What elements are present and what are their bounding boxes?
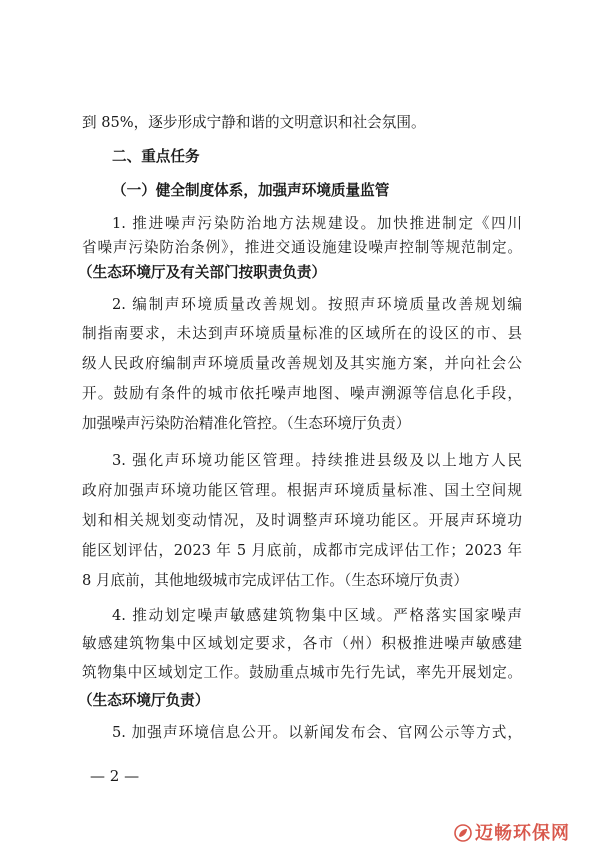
watermark-text: 迈畅环保网 [475, 823, 570, 844]
text-line: 敏感建筑物集中区域划定要求，各市（州）积极推进噪声敏感建 [82, 635, 522, 652]
text-line: 4. 推动划定噪声敏感建筑物集中区域。严格落实国家噪声 [112, 607, 522, 624]
page-number: — 2 — [90, 767, 140, 785]
subsection-heading: （一）健全制度体系，加强声环境质量监管 [112, 182, 390, 199]
text-line: 8 月底前，其他地级城市完成评估工作。（生态环境厅负责） [82, 572, 469, 589]
text-line: 开。鼓励有条件的城市依托噪声地图、噪声溯源等信息化手段， [82, 385, 522, 402]
text-line: 1. 推进噪声污染防治地方法规建设。加快推进制定《四川 [112, 215, 522, 232]
text-line: 省噪声污染防治条例》，推进交通设施建设噪声控制等规范制定。 [82, 239, 522, 256]
text-line: 加强噪声污染防治精准化管控。（生态环境厅负责） [82, 415, 411, 432]
text-line: 划和相关规划变动情况，及时调整声环境功能区。开展声环境功 [82, 512, 522, 529]
text-line: 到 85%，逐步形成宁静和谐的文明意识和社会氛围。 [82, 114, 426, 131]
text-line: 筑物集中区域划定工作。鼓励重点城市先行先试，率先开展划定。 [82, 664, 522, 681]
responsibility-note: （生态环境厅及有关部门按职责负责） [78, 264, 327, 281]
text-line: 5. 加强声环境信息公开。以新闻发布会、官网公示等方式， [112, 724, 522, 741]
text-line: 能区划评估，2023 年 5 月底前，成都市完成评估工作；2023 年 [82, 542, 522, 559]
text-line: 2. 编制声环境质量改善规划。按照声环境质量改善规划编 [112, 296, 522, 313]
site-watermark [454, 822, 570, 846]
leaf-logo-icon [454, 824, 472, 842]
text-line: 3. 强化声环境功能区管理。持续推进县级及以上地方人民 [112, 452, 522, 469]
responsibility-note: （生态环境厅负责） [78, 692, 210, 709]
section-heading: 二、重点任务 [112, 148, 200, 165]
text-line: 政府加强声环境功能区管理。根据声环境质量标准、国土空间规 [82, 482, 522, 499]
text-line: 制指南要求，未达到声环境质量标准的区域所在的设区的市、县 [82, 325, 522, 342]
text-line: 级人民政府编制声环境质量改善规划及其实施方案，并向社会公 [82, 355, 522, 372]
